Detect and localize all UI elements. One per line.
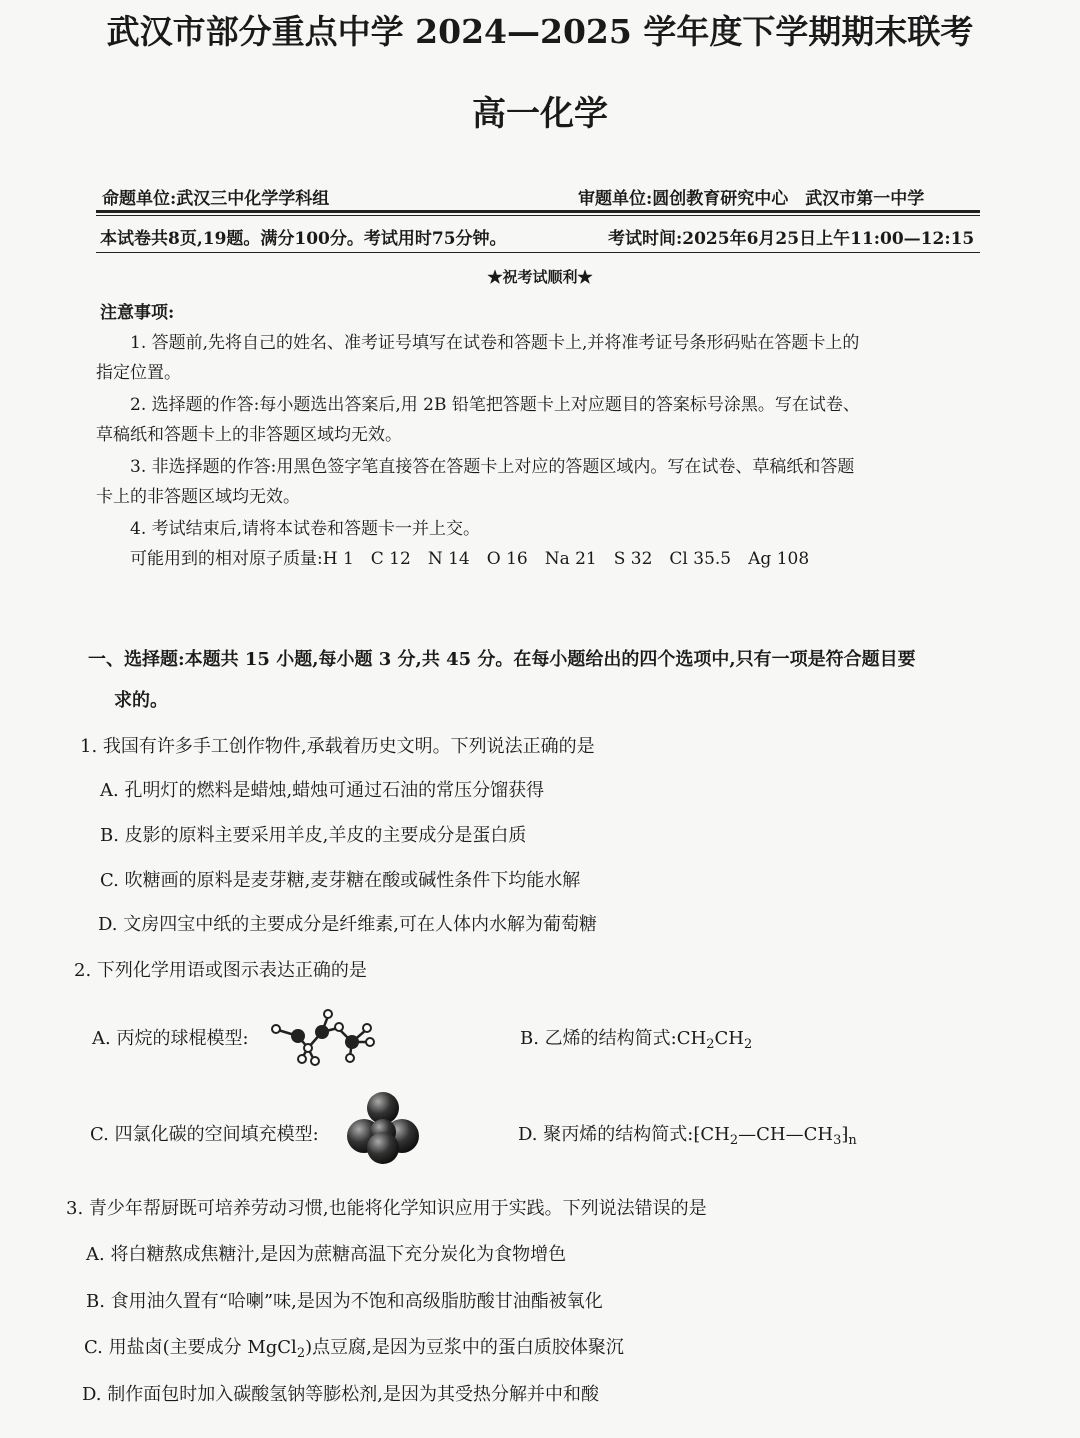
option-d-ch2: CH — [700, 1124, 730, 1145]
note-item-2: 2. 选择题的作答:每小题选出答案后,用 2B 铅笔把答题卡上对应题目的答案标号涂黑。写在试卷、 — [130, 395, 860, 415]
option-d-subscript-n: n — [848, 1133, 857, 1148]
ccl4-space-filling-model — [346, 1090, 420, 1166]
question-1-option-a: A. 孔明灯的燃料是蜡烛,蜡烛可通过石油的常压分馏获得 — [100, 780, 545, 801]
paper-info: 本试卷共8页,19题。满分100分。考试用时75分钟。 — [100, 229, 507, 249]
header-rule-bottom — [96, 252, 980, 253]
good-luck-wish: ★祝考试顺利★ — [487, 268, 593, 286]
option-d-subscript-3: 3 — [833, 1133, 842, 1148]
option-d-bracket-open: ⁅ — [693, 1124, 701, 1145]
notes-heading: 注意事项: — [100, 303, 175, 323]
question-3-option-b: B. 食用油久置有“哈喇”味,是因为不饱和高级脂肪酸甘油酯被氧化 — [86, 1291, 603, 1312]
atomic-masses: 可能用到的相对原子质量:H 1 C 12 N 14 O 16 Na 21 S 32 Cl 35.5 Ag 108 — [130, 549, 810, 569]
note-item-3-cont: 卡上的非答题区域均无效。 — [96, 487, 300, 507]
option-c-pre: C. 用盐卤(主要成分 MgCl — [84, 1337, 297, 1358]
question-3-option-d: D. 制作面包时加入碳酸氢钠等膨松剂,是因为其受热分解并中和酸 — [82, 1384, 599, 1405]
question-1-option-b: B. 皮影的原料主要采用羊皮,羊皮的主要成分是蛋白质 — [100, 825, 527, 846]
setter-unit: 命题单位:武汉三中化学学科组 — [102, 189, 330, 209]
option-c-subscript: 2 — [296, 1346, 306, 1361]
exam-title: 武汉市部分重点中学 2024—2025 学年度下学期期末联考 — [106, 12, 974, 51]
question-1-stem: 1. 我国有许多手工创作物件,承载着历史文明。下列说法正确的是 — [80, 736, 595, 757]
option-b-formula-text: B. 乙烯的结构简式:CH — [520, 1028, 707, 1049]
question-2-option-d — [518, 1120, 857, 1148]
option-d-label: D. 聚丙烯的结构简式: — [518, 1124, 694, 1145]
header-rule-top — [96, 210, 980, 213]
exam-time: 考试时间:2025年6月25日上午11:00—12:15 — [608, 229, 975, 249]
option-c-post: )点豆腐,是因为豆浆中的蛋白质胶体聚沉 — [305, 1337, 624, 1358]
option-d-subscript-2: 2 — [729, 1133, 739, 1148]
note-item-1-cont: 指定位置。 — [96, 363, 181, 383]
note-item-1: 1. 答题前,先将自己的姓名、准考证号填写在试卷和答题卡上,并将准考证号条形码贴在答题卡上的 — [130, 333, 860, 353]
question-2-option-a: A. 丙烷的球棍模型: — [92, 1028, 249, 1049]
propane-ball-stick-model — [268, 1002, 388, 1066]
reviewer-unit: 审题单位:圆创教育研究中心 武汉市第一中学 — [578, 189, 925, 209]
note-item-2-cont: 草稿纸和答题卡上的非答题区域均无效。 — [96, 425, 402, 445]
section-heading: 一、选择题:本题共 15 小题,每小题 3 分,共 45 分。在每小题给出的四个选项中,只有一项是符合题目要 — [88, 649, 916, 670]
question-3-option-c — [84, 1333, 624, 1361]
subject-title: 高一化学 — [472, 94, 608, 134]
question-1-option-d: D. 文房四宝中纸的主要成分是纤维素,可在人体内水解为葡萄糖 — [98, 914, 597, 935]
note-item-4: 4. 考试结束后,请将本试卷和答题卡一并上交。 — [130, 519, 481, 539]
option-b-subscript: 2 — [706, 1037, 715, 1052]
note-item-3: 3. 非选择题的作答:用黑色签字笔直接答在答题卡上对应的答题区域内。写在试卷、草稿纸和答题 — [130, 457, 855, 477]
option-b-subscript-2: 2 — [743, 1037, 753, 1052]
section-heading-cont: 求的。 — [114, 690, 168, 711]
question-3-option-a: A. 将白糖熬成焦糖汁,是因为蔗糖高温下充分炭化为食物增色 — [86, 1244, 567, 1265]
question-1-option-c: C. 吹糖画的原料是麦芽糖,麦芽糖在酸或碱性条件下均能水解 — [100, 870, 581, 891]
question-2-option-c: C. 四氯化碳的空间填充模型: — [90, 1124, 319, 1145]
option-d-bracket-close: ⁆ — [841, 1124, 849, 1145]
header-rule-thin — [96, 215, 980, 216]
question-2-option-b — [520, 1024, 752, 1052]
question-2-stem: 2. 下列化学用语或图示表达正确的是 — [74, 960, 367, 981]
option-d-chain: —CH—CH — [738, 1124, 834, 1145]
option-b-formula-text-2: CH — [714, 1028, 744, 1049]
question-3-stem: 3. 青少年帮厨既可培养劳动习惯,也能将化学知识应用于实践。下列说法错误的是 — [66, 1198, 707, 1219]
